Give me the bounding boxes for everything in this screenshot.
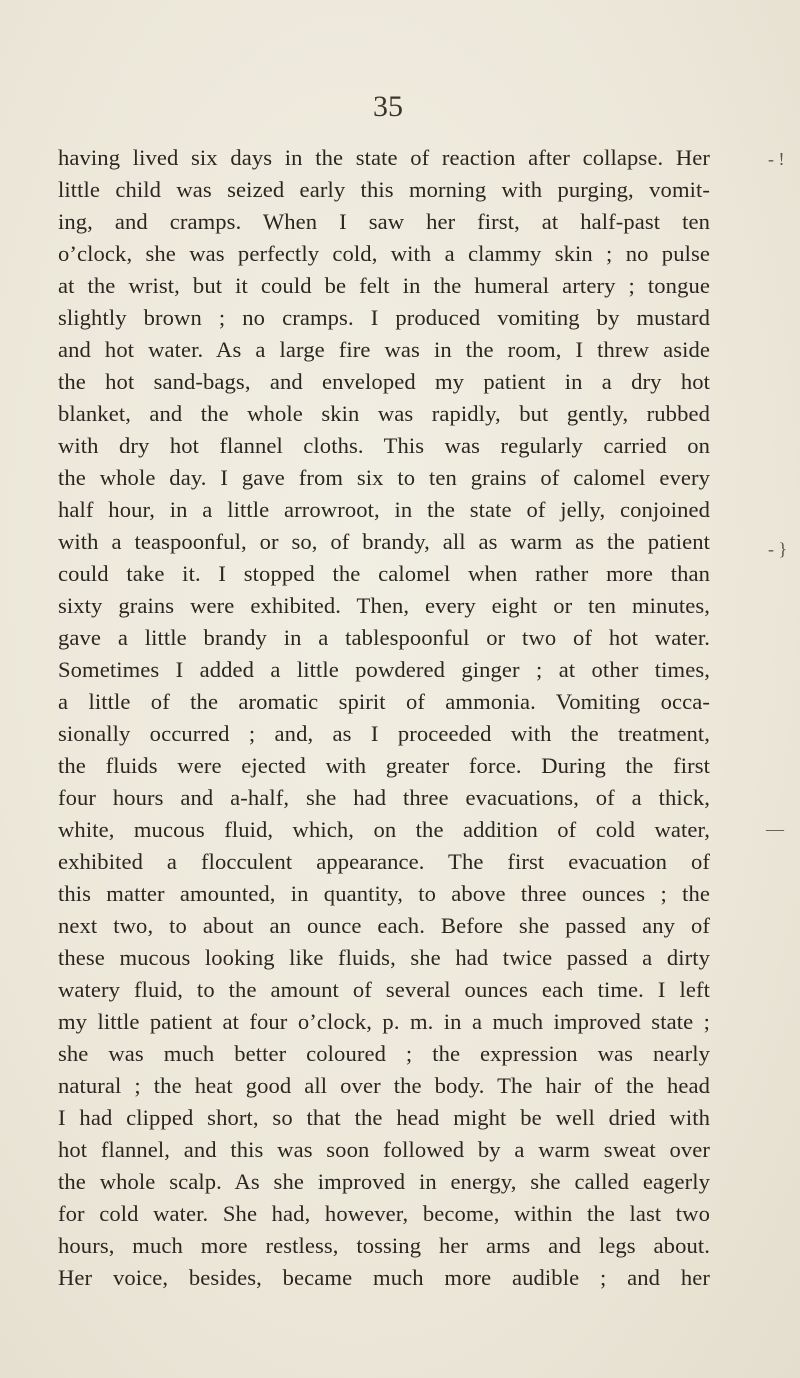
text-line: having lived six days in the state of reaction after collapse. Her xyxy=(58,145,710,170)
text-line: gave a little brandy in a tablespoonful or two of hot water. xyxy=(58,625,710,650)
text-line: exhibited a flocculent appearance. The first evacuation of xyxy=(58,849,710,874)
text-line: o’clock, she was perfectly cold, with a clammy skin ; no pulse xyxy=(58,241,710,266)
text-line: the fluids were ejected with greater force. During the first xyxy=(58,753,710,778)
text-line: half hour, in a little arrowroot, in the state of jelly, conjoined xyxy=(58,497,710,522)
margin-mark: - ! xyxy=(768,149,785,169)
text-line: slightly brown ; no cramps. I produced vomiting by mustard xyxy=(58,305,710,330)
text-line: my little patient at four o’clock, p. m. in a much improved state ; xyxy=(58,1009,710,1034)
text-line: watery fluid, to the amount of several ounces each time. I left xyxy=(58,977,710,1002)
text-line: could take it. I stopped the calomel when rather more than xyxy=(58,561,710,586)
text-line: for cold water. She had, however, become, within the last two xyxy=(58,1201,710,1226)
text-line: Sometimes I added a little powdered ginger ; at other times, xyxy=(58,657,710,682)
text-line: natural ; the heat good all over the body. The hair of the head xyxy=(58,1073,710,1098)
text-line: sionally occurred ; and, as I proceeded with the treatment, xyxy=(58,721,710,746)
text-line: white, mucous fluid, which, on the addition of cold water, xyxy=(58,817,710,842)
text-line: blanket, and the whole skin was rapidly, but gently, rubbed xyxy=(58,401,710,426)
text-line: and hot water. As a large fire was in the room, I threw aside xyxy=(58,337,710,362)
page-number: 35 xyxy=(373,90,403,123)
text-line: Her voice, besides, became much more audible ; and her xyxy=(58,1265,710,1290)
text-line: four hours and a-half, she had three evacuations, of a thick, xyxy=(58,785,710,810)
text-line: hot flannel, and this was soon followed by a warm sweat over xyxy=(58,1137,710,1162)
text-line: at the wrist, but it could be felt in the humeral artery ; tongue xyxy=(58,273,710,298)
text-line: next two, to about an ounce each. Before she passed any of xyxy=(58,913,710,938)
text-line: sixty grains were exhibited. Then, every eight or ten minutes, xyxy=(58,593,710,618)
text-line: with a teaspoonful, or so, of brandy, all as warm as the patient xyxy=(58,529,710,554)
text-line: these mucous looking like fluids, she had twice passed a dirty xyxy=(58,945,710,970)
text-line: she was much better coloured ; the expression was nearly xyxy=(58,1041,710,1066)
margin-marks xyxy=(762,0,800,1378)
text-line: ing, and cramps. When I saw her first, at half-past ten xyxy=(58,209,710,234)
text-line: the whole day. I gave from six to ten grains of calomel every xyxy=(58,465,710,490)
body-text xyxy=(58,142,710,1294)
text-line: the hot sand-bags, and enveloped my patient in a dry hot xyxy=(58,369,710,394)
text-line: hours, much more restless, tossing her arms and legs about. xyxy=(58,1233,710,1258)
text-line: the whole scalp. As she improved in energy, she called eagerly xyxy=(58,1169,710,1194)
margin-mark: — xyxy=(766,819,784,839)
text-line: with dry hot flannel cloths. This was regularly carried on xyxy=(58,433,710,458)
text-line: little child was seized early this morning with purging, vomit- xyxy=(58,177,710,202)
text-line: a little of the aromatic spirit of ammonia. Vomiting occa- xyxy=(58,689,710,714)
text-line: I had clipped short, so that the head might be well dried with xyxy=(58,1105,710,1130)
text-line: this matter amounted, in quantity, to above three ounces ; the xyxy=(58,881,710,906)
margin-mark: - } xyxy=(768,539,788,559)
